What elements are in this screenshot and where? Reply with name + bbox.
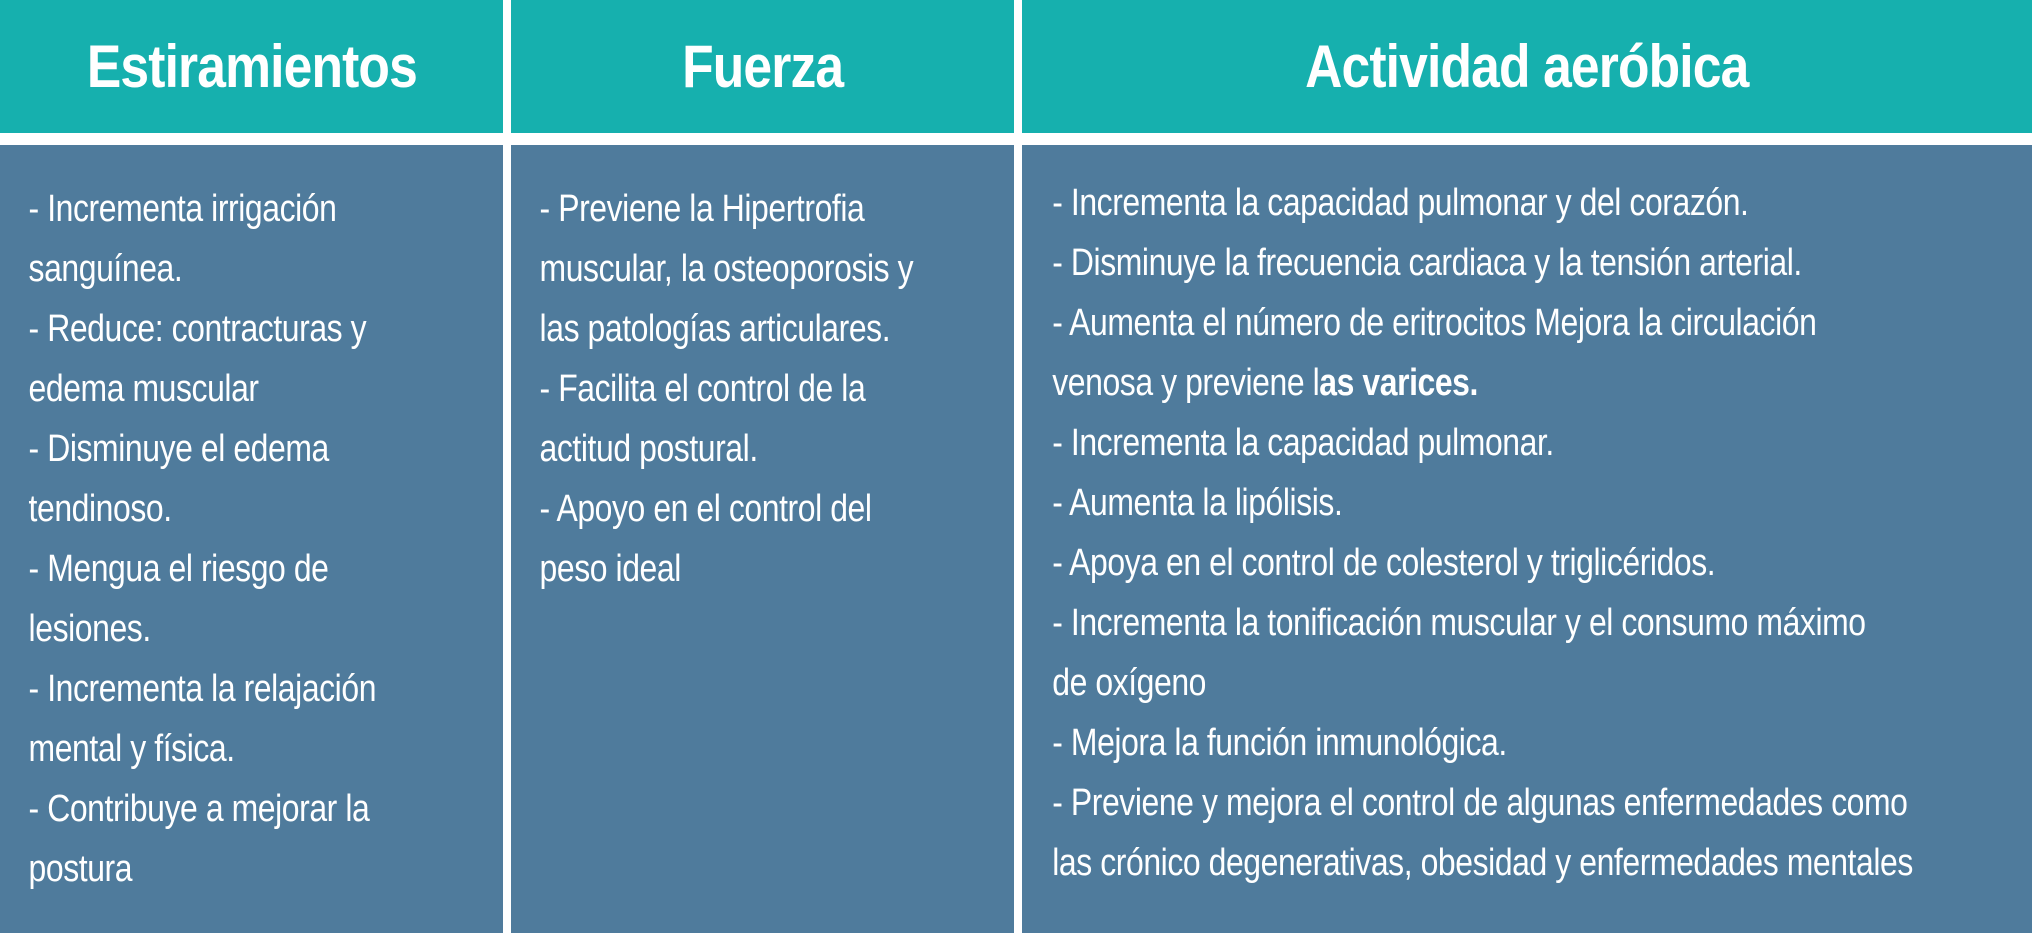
text-line: - Apoya en el control de colesterol y triglicéridos.	[1052, 542, 1716, 584]
text-line: - Previene y mejora el control de algunas enfermedades como	[1052, 782, 1908, 824]
text-line: peso ideal	[539, 548, 681, 590]
text-line: - Mejora la función inmunológica.	[1052, 722, 1507, 764]
text-line: tendinoso.	[28, 488, 172, 530]
body-cell-stretching	[0, 145, 503, 933]
text-line: - Incrementa irrigación	[28, 188, 337, 230]
text-line: sanguínea.	[28, 248, 183, 290]
body-cell-aerobic	[1022, 145, 2032, 933]
text-line: - Aumenta la lipólisis.	[1052, 482, 1343, 524]
text-line: las patologías articulares.	[539, 308, 891, 350]
header-cell-strength	[511, 0, 1014, 133]
text-line: - Apoyo en el control del	[539, 488, 872, 530]
text-line: mental y física.	[28, 728, 235, 770]
text-line: - Disminuye el edema	[28, 428, 329, 470]
column-header-strength: Fuerza	[681, 33, 844, 100]
text-line-normal-part: venosa y previene l	[1052, 362, 1320, 404]
text-line: muscular, la osteoporosis y	[539, 248, 914, 290]
text-line: - Facilita el control de la	[539, 368, 866, 410]
text-line: - Incrementa la tonificación muscular y el consumo máximo	[1052, 602, 1866, 644]
text-line: - Disminuye la frecuencia cardiaca y la tensión arterial.	[1052, 242, 1802, 284]
text-line-mixed	[1052, 353, 2032, 413]
text-line: - Previene la Hipertrofia	[539, 188, 865, 230]
header-cell-stretching	[0, 0, 503, 133]
header-cell-aerobic	[1022, 0, 2032, 133]
text-line: - Incrementa la relajación	[28, 668, 377, 710]
text-line: - Contribuye a mejorar la	[28, 788, 370, 830]
body-cell-strength	[511, 145, 1014, 933]
text-line: postura	[28, 848, 133, 890]
text-line: lesiones.	[28, 608, 151, 650]
text-line-bold-part: as varices.	[1319, 362, 1478, 404]
text-line: - Reduce: contracturas y	[28, 308, 367, 350]
text-line: edema muscular	[28, 368, 259, 410]
column-header-aerobic: Actividad aeróbica	[1305, 33, 1749, 100]
text-line: - Aumenta el número de eritrocitos Mejora la circulación	[1052, 302, 1817, 344]
column-header-stretching: Estiramientos	[86, 33, 417, 100]
text-line: - Incrementa la capacidad pulmonar y del corazón.	[1052, 182, 1749, 224]
text-line: de oxígeno	[1052, 662, 1207, 704]
text-line: actitud postural.	[539, 428, 758, 470]
text-line: - Incrementa la capacidad pulmonar.	[1052, 422, 1554, 464]
text-line: las crónico degenerativas, obesidad y enfermedades mentales	[1052, 842, 1913, 884]
text-line: - Mengua el riesgo de	[28, 548, 329, 590]
